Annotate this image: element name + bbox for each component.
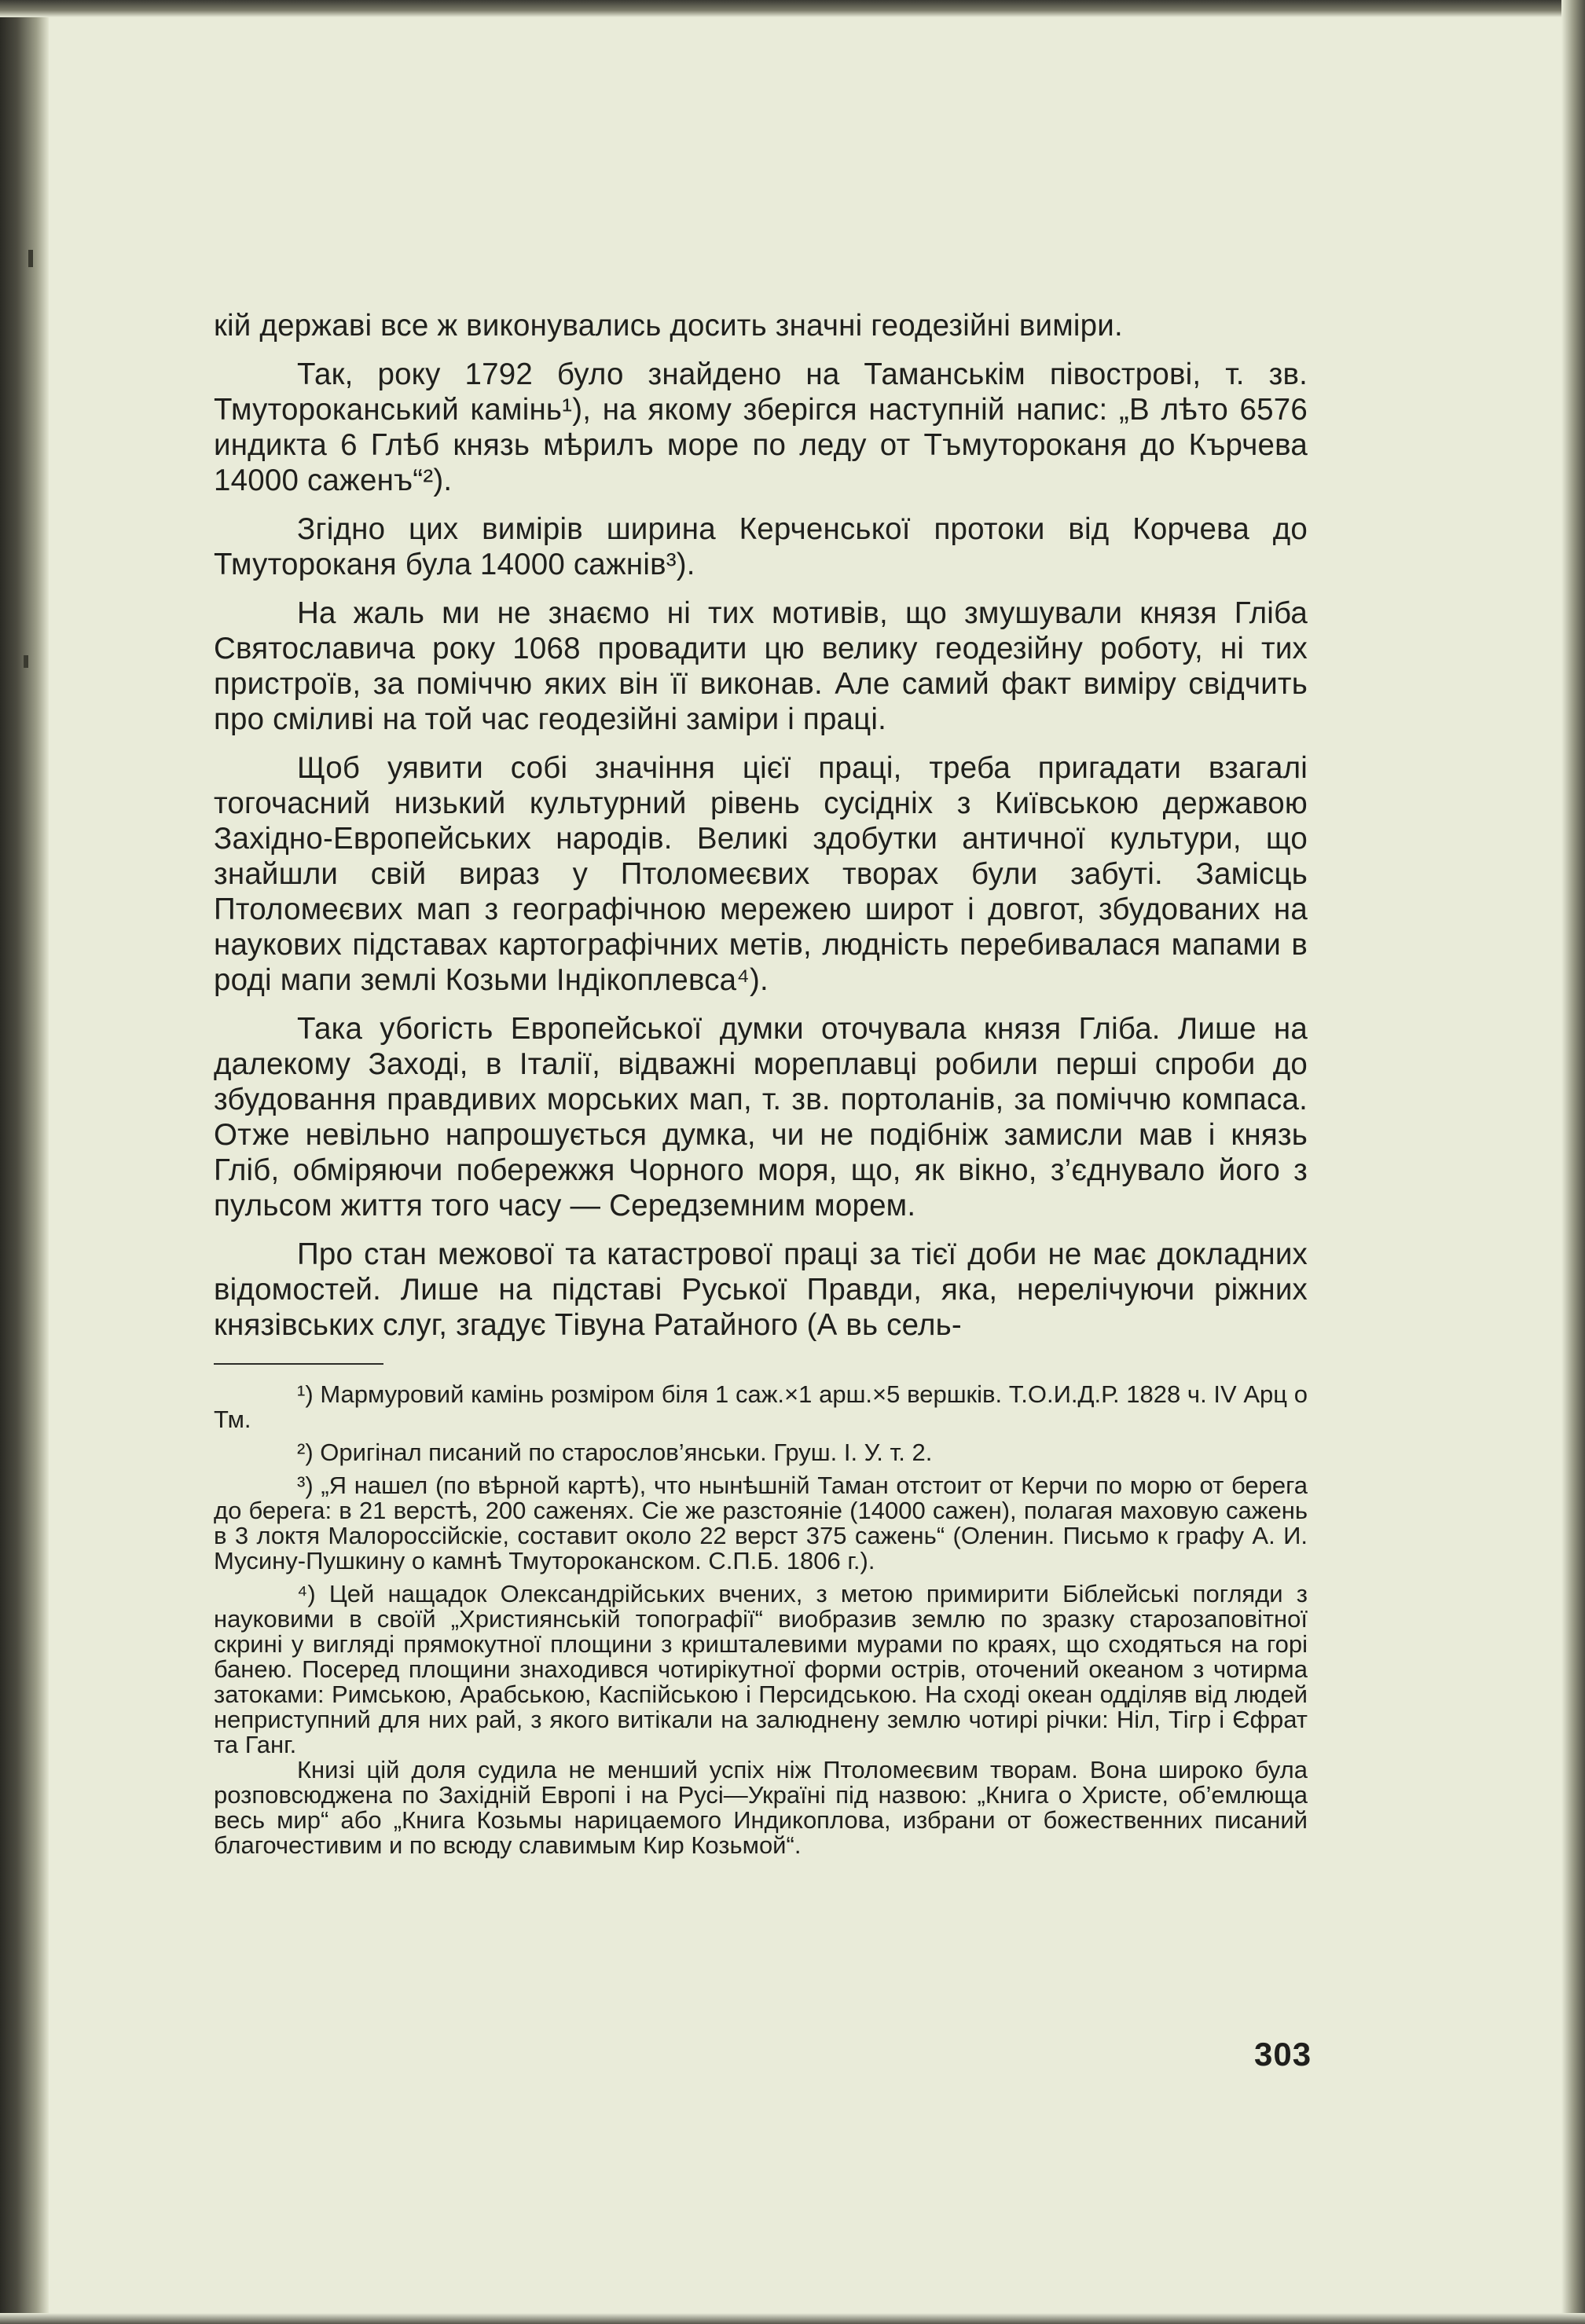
binding-mark bbox=[24, 655, 28, 668]
paragraph: Так, року 1792 було знайдено на Таманськім півострові, т. зв. Тмутороканський камінь¹), на якому зберігся наступній напис: „В лѣто 6576 индикта 6 Глѣб князь мѣрилъ море по леду от Тъмутороканя до Кърчева 14000 саженъ“²). bbox=[214, 357, 1308, 497]
page-number: 303 bbox=[1254, 2036, 1312, 2073]
main-text bbox=[214, 308, 1308, 1343]
footnote: ³) „Я нашел (по вѣрной картѣ), что нынѣшній Таман отстоит от Керчи по морю от берега до берега: в 21 верстѣ, 200 саженях. Сіе же разстояніе (14000 сажен), полагая маховую сажень в 3 локтя Малороссійскіе, составит около 22 верст 375 сажень“ (Оленин. Письмо к графу А. И. Мусину-Пушкину о камнѣ Тмутороканском. С.П.Б. 1806 г.). bbox=[214, 1472, 1308, 1574]
footnote: ¹) Мармуровий камінь розміром біля 1 саж.×1 арш.×5 вершків. Т.О.И.Д.Р. 1828 ч. IV Арц о Тм. bbox=[214, 1380, 1308, 1433]
paragraph: Така убогість Европейської думки оточувала князя Гліба. Лише на далекому Заході, в Італії, відважні мореплавці робили перші спроби до збудовання правдивих морських мап, т. зв. портоланів, за поміччю компаса. Отже невільно напрошується думка, чи не подібніж замисли мав і князь Гліб, обміряючи побережжя Чорного моря, що, як вікно, з’єднувало його з пульсом життя того часу — Середземним морем. bbox=[214, 1012, 1308, 1222]
paragraph: Згідно цих вимірів ширина Керченської протоки від Корчева до Тмутороканя була 14000 сажнів³). bbox=[214, 512, 1308, 581]
footnote: ²) Оригінал писаний по старослов’янськи. Груш. І. У. т. 2. bbox=[297, 1439, 933, 1466]
scan-binding-edge bbox=[0, 0, 49, 2324]
scan-bottom-edge bbox=[0, 2313, 1585, 2324]
paragraph: На жаль ми не знаємо ні тих мотивів, що змушували князя Гліба Святославича року 1068 провадити цю велику геодезійну роботу, ні тих пристроїв, за поміччю яких він її виконав. Але самий факт виміру свідчить про сміливі на той час геодезійні заміри і праці. bbox=[214, 596, 1308, 736]
book-page bbox=[214, 308, 1308, 1866]
paragraph: кій державі все ж виконувались досить значні геодезійні виміри. bbox=[214, 309, 1123, 343]
footnote: ⁴) Цей нащадок Олександрійських вчених, з метою примирити Біблейські погляди з науковими в своїй „Християнській топографії“ виобразив землю по зразку старозаповітної скрині у вигляді прямокутної площини з кришталевими мурами по краях, що сходяться на горі банею. Посеред площини знаходився чотирікутної форми острів, оточений океаном з чотирма затоками: Римською, Арабською, Каспійською і Персидською. На сході океан одділяв від людей неприступний для них рай, з якого витікали на залюднену землю чотирі річки: Ніл, Тігр і Єфрат та Ганг. bbox=[214, 1580, 1308, 1758]
binding-mark bbox=[28, 250, 33, 267]
scan-right-edge bbox=[1561, 0, 1585, 2324]
scan-top-edge bbox=[0, 0, 1585, 17]
paragraph: Про стан межової та катастрової праці за тієї доби не має докладних відомостей. Лише на підставі Руської Правди, яка, нерелічуючи ріжних князівських слуг, згадує Тівуна Ратайного (А вь сель- bbox=[214, 1237, 1308, 1342]
footnote-continuation: Книзі цій доля судила не менший успіх ніж Птоломеєвим творам. Вона широко була розповсюджена по Західній Европі і на Русі—Україні під назвою: „Книга о Христе, об’емлюща весь мир“ або „Книга Козьмы нарицаемого Индикоплова, избрани от божественних писаний благочестивим и по всюду славимым Кир Козьмой“. bbox=[214, 1756, 1308, 1859]
footnote-separator bbox=[214, 1363, 383, 1365]
footnotes bbox=[214, 1382, 1308, 1858]
paragraph: Щоб уявити собі значіння цієї праці, треба пригадати взагалі тогочасний низький культурний рівень сусідніх з Київською державою Західно-Европейських народів. Великі здобутки античної культури, що знайшли свій вираз у Птоломеєвих творах були забуті. Замісць Птоломеєвих мап з географічною мережею широт і довгот, збудованих на наукових підставах картографічних метів, людність перебивалася мапами в роді мапи землі Козьми Індікоплевса⁴). bbox=[214, 751, 1308, 997]
